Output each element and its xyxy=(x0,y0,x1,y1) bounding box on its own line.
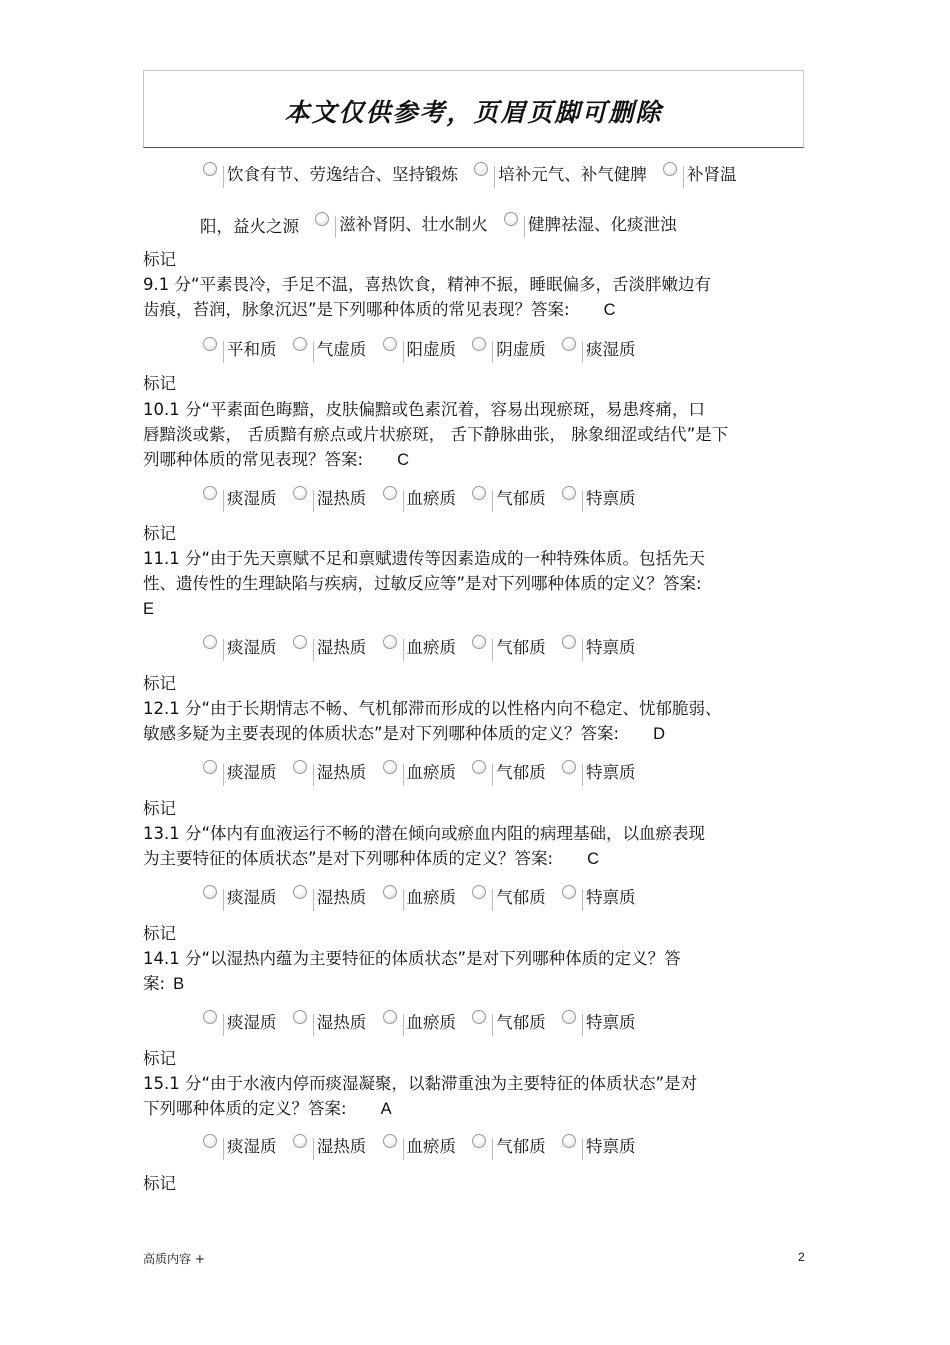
divider xyxy=(313,1014,314,1036)
divider xyxy=(403,1014,404,1036)
option-label: 气郁质 xyxy=(496,1137,546,1156)
option-label: 阳虚质 xyxy=(406,340,456,359)
question-text-line: 11.1 分“由于先天禀赋不足和禀赋遗传等因素造成的一种特殊体质。包括先天 xyxy=(143,549,706,568)
option-label: 血瘀质 xyxy=(406,763,456,782)
option-label: 气郁质 xyxy=(496,1013,546,1032)
question-text-line: 齿痕，苔润，脉象沉迟”是下列哪种体质的常见表现？答案: C xyxy=(143,300,616,319)
option[interactable] xyxy=(469,1010,554,1036)
mark-link[interactable]: 标记 xyxy=(143,524,176,543)
option-label: 特禀质 xyxy=(586,763,636,782)
divider xyxy=(403,490,404,512)
option[interactable] xyxy=(200,760,285,786)
page-header xyxy=(143,70,804,148)
option[interactable] xyxy=(380,1134,465,1160)
question-text-line: 下列哪种体质的定义？答案: A xyxy=(143,1099,392,1118)
divider xyxy=(313,1138,314,1160)
option[interactable] xyxy=(559,337,644,363)
option-label: 阳，益火之源 xyxy=(200,217,299,236)
option-label: 气郁质 xyxy=(496,888,546,907)
radio-button[interactable] xyxy=(472,760,486,774)
option[interactable] xyxy=(469,760,554,786)
option-label: 饮食有节、劳逸结合、坚持锻炼 xyxy=(227,165,458,184)
option[interactable] xyxy=(200,635,285,661)
radio-button[interactable] xyxy=(504,212,518,226)
divider xyxy=(492,889,493,911)
divider xyxy=(223,1014,224,1036)
page-number: 2 xyxy=(798,1250,805,1264)
radio-button[interactable] xyxy=(663,162,677,176)
divider xyxy=(492,490,493,512)
radio-button[interactable] xyxy=(383,635,397,649)
answer-value: E xyxy=(143,600,155,618)
footer-text: 高质内容 + xyxy=(143,1252,205,1266)
divider xyxy=(223,889,224,911)
divider xyxy=(223,166,224,188)
question-text-line: 15.1 分“由于水液内停而痰湿凝聚，以黏滞重浊为主要特征的体质状态”是对 xyxy=(143,1074,698,1093)
divider xyxy=(313,764,314,786)
answer-value: C xyxy=(397,451,409,469)
option[interactable] xyxy=(660,162,745,188)
option-label: 特禀质 xyxy=(586,638,636,657)
question-text-line: 14.1 分“以湿热内蕴为主要特征的体质状态”是对下列哪种体质的定义？答 xyxy=(143,949,681,968)
option[interactable] xyxy=(200,885,285,911)
option[interactable] xyxy=(469,486,554,512)
option[interactable] xyxy=(290,1010,375,1036)
radio-button[interactable] xyxy=(203,885,217,899)
question-text-line: 案: B xyxy=(143,974,185,993)
options-row xyxy=(200,1134,644,1160)
mark-link[interactable]: 标记 xyxy=(143,250,176,269)
radio-button[interactable] xyxy=(203,760,217,774)
option[interactable] xyxy=(559,1010,644,1036)
radio-button[interactable] xyxy=(562,337,576,351)
option[interactable] xyxy=(200,337,285,363)
divider xyxy=(492,1138,493,1160)
option-label: 气郁质 xyxy=(496,489,546,508)
option-label: 痰湿质 xyxy=(227,1013,277,1032)
option-label: 健脾祛湿、化痰泄浊 xyxy=(528,215,677,234)
divider xyxy=(492,764,493,786)
option-label: 湿热质 xyxy=(316,638,367,657)
option[interactable] xyxy=(200,1010,285,1036)
divider xyxy=(524,216,525,238)
option-label: 湿热质 xyxy=(316,489,367,508)
option[interactable] xyxy=(380,635,465,661)
divider xyxy=(403,639,404,661)
option-label: 滋补肾阴、壮水制火 xyxy=(339,215,488,234)
option-label: 阴虚质 xyxy=(496,340,546,359)
radio-button[interactable] xyxy=(472,1134,486,1148)
option-label: 湿热质 xyxy=(316,888,367,907)
divider xyxy=(313,490,314,512)
option-label: 血瘀质 xyxy=(406,489,456,508)
radio-button[interactable] xyxy=(203,1134,217,1148)
divider xyxy=(582,639,583,661)
question-text-line: 13.1 分“体内有血液运行不畅的潜在倾向或瘀血内阻的病理基础，以血瘀表现 xyxy=(143,824,706,843)
option-label: 湿热质 xyxy=(316,763,367,782)
option[interactable] xyxy=(380,885,465,911)
option[interactable] xyxy=(290,635,375,661)
divider xyxy=(582,889,583,911)
option[interactable] xyxy=(290,1134,375,1160)
options-row xyxy=(200,486,644,512)
option[interactable] xyxy=(380,1010,465,1036)
option-label: 血瘀质 xyxy=(406,1013,456,1032)
option-label: 痰湿质 xyxy=(227,1137,277,1156)
radio-button[interactable] xyxy=(472,635,486,649)
radio-button[interactable] xyxy=(293,337,307,351)
divider xyxy=(223,490,224,512)
radio-button[interactable] xyxy=(472,337,486,351)
divider xyxy=(223,1138,224,1160)
question-text-line: 为主要特征的体质状态”是对下列哪种体质的定义？答案: C xyxy=(143,849,600,868)
option[interactable] xyxy=(559,486,644,512)
radio-button[interactable] xyxy=(293,1134,307,1148)
question-text-line: 列哪种体质的常见表现？答案: C xyxy=(143,450,409,469)
option[interactable] xyxy=(290,337,375,363)
divider xyxy=(313,341,314,363)
radio-button[interactable] xyxy=(203,162,217,176)
option[interactable] xyxy=(380,337,465,363)
divider xyxy=(683,166,684,188)
divider xyxy=(492,639,493,661)
radio-button[interactable] xyxy=(562,1010,576,1024)
question-text-line: 10.1 分“平素面色晦黯，皮肤偏黯或色素沉着，容易出现瘀斑，易患疼痛，口 xyxy=(143,400,706,419)
option[interactable] xyxy=(469,885,554,911)
divider xyxy=(494,166,495,188)
header-banner-text: 本文仅供参考，页眉页脚可删除 xyxy=(284,98,663,127)
radio-button[interactable] xyxy=(472,885,486,899)
divider xyxy=(313,889,314,911)
divider xyxy=(403,341,404,363)
option[interactable] xyxy=(559,885,644,911)
option[interactable] xyxy=(200,486,285,512)
divider xyxy=(313,639,314,661)
divider xyxy=(403,889,404,911)
answer-value: D xyxy=(653,725,666,743)
mark-link[interactable]: 标记 xyxy=(143,799,176,818)
answer-value: B xyxy=(173,975,185,993)
option-label: 痰湿质 xyxy=(227,888,277,907)
option[interactable] xyxy=(312,212,496,238)
option-label: 血瘀质 xyxy=(406,638,456,657)
option-label: 特禀质 xyxy=(586,888,636,907)
option[interactable] xyxy=(471,162,655,188)
option[interactable] xyxy=(200,162,466,188)
radio-button[interactable] xyxy=(293,635,307,649)
divider xyxy=(582,1138,583,1160)
option[interactable] xyxy=(559,635,644,661)
radio-button[interactable] xyxy=(472,1010,486,1024)
radio-button[interactable] xyxy=(383,760,397,774)
option-label: 血瘀质 xyxy=(406,1137,456,1156)
option[interactable] xyxy=(501,212,685,238)
option-label: 痰湿质 xyxy=(227,638,277,657)
divider xyxy=(223,764,224,786)
radio-button[interactable] xyxy=(383,1010,397,1024)
answer-value: A xyxy=(380,1100,392,1118)
option[interactable] xyxy=(469,1134,554,1160)
option-label: 痰湿质 xyxy=(586,340,636,359)
option-label: 痰湿质 xyxy=(227,489,277,508)
option-label: 平和质 xyxy=(227,340,277,359)
radio-button[interactable] xyxy=(562,760,576,774)
divider xyxy=(403,764,404,786)
options-row xyxy=(200,337,644,363)
answer-value: C xyxy=(603,301,616,319)
radio-button[interactable] xyxy=(203,635,217,649)
radio-button[interactable] xyxy=(562,486,576,500)
mark-link[interactable]: 标记 xyxy=(143,1049,176,1068)
radio-button[interactable] xyxy=(383,486,397,500)
radio-button[interactable] xyxy=(474,162,488,176)
mark-link[interactable]: 标记 xyxy=(143,924,176,943)
option[interactable] xyxy=(380,486,465,512)
divider xyxy=(223,639,224,661)
radio-button[interactable] xyxy=(562,1134,576,1148)
option[interactable] xyxy=(469,337,554,363)
question-text-line: 唇黯淡或紫， 舌质黯有瘀点或片状瘀斑， 舌下静脉曲张， 脉象细涩或结代”是下 xyxy=(143,425,729,444)
radio-button[interactable] xyxy=(203,1010,217,1024)
option-label: 特禀质 xyxy=(586,489,636,508)
radio-button[interactable] xyxy=(472,486,486,500)
divider xyxy=(335,216,336,238)
option[interactable] xyxy=(200,1134,285,1160)
option[interactable] xyxy=(469,635,554,661)
option[interactable] xyxy=(290,486,375,512)
option-label: 血瘀质 xyxy=(406,888,456,907)
options-row xyxy=(200,885,644,911)
divider xyxy=(492,341,493,363)
divider xyxy=(582,490,583,512)
mark-link[interactable]: 标记 xyxy=(143,374,176,393)
options-row xyxy=(200,760,644,786)
question-text-line: 12.1 分“由于长期情志不畅、气机郁滞而形成的以性格内向不稳定、忧郁脆弱、 xyxy=(143,699,722,718)
radio-button[interactable] xyxy=(562,885,576,899)
option-label: 痰湿质 xyxy=(227,763,277,782)
options-row xyxy=(200,635,644,661)
answer-value: C xyxy=(587,850,600,868)
option[interactable] xyxy=(290,760,375,786)
question-text-line: 9.1 分“平素畏冷，手足不温，喜热饮食，精神不振，睡眠偏多，舌淡胖嫩边有 xyxy=(143,275,712,294)
divider xyxy=(582,1014,583,1036)
option[interactable] xyxy=(380,760,465,786)
divider xyxy=(223,341,224,363)
option-label: 气郁质 xyxy=(496,638,546,657)
option-label: 培补元气、补气健脾 xyxy=(498,165,647,184)
radio-button[interactable] xyxy=(293,760,307,774)
option-label: 补肾温 xyxy=(687,165,737,184)
option-label: 气虚质 xyxy=(316,340,367,359)
option[interactable] xyxy=(290,885,375,911)
question-text-line: 性、遗传性的生理缺陷与疾病，过敏反应等”是对下列哪种体质的定义？答案: xyxy=(143,574,702,593)
radio-button[interactable] xyxy=(293,885,307,899)
radio-button[interactable] xyxy=(315,212,329,226)
radio-button[interactable] xyxy=(293,1010,307,1024)
option-label: 特禀质 xyxy=(586,1137,636,1156)
options-row xyxy=(200,1010,644,1036)
radio-button[interactable] xyxy=(203,486,217,500)
divider xyxy=(582,341,583,363)
radio-button[interactable] xyxy=(383,1134,397,1148)
option[interactable] xyxy=(559,760,644,786)
radio-button[interactable] xyxy=(203,337,217,351)
radio-button[interactable] xyxy=(293,486,307,500)
option-label: 湿热质 xyxy=(316,1013,367,1032)
divider xyxy=(492,1014,493,1036)
option[interactable] xyxy=(559,1134,644,1160)
option-label: 气郁质 xyxy=(496,763,546,782)
radio-button[interactable] xyxy=(562,635,576,649)
question-text-line: 敏感多疑为主要表现的体质状态”是对下列哪种体质的定义？答案: D xyxy=(143,724,666,743)
divider xyxy=(403,1138,404,1160)
radio-button[interactable] xyxy=(383,337,397,351)
mark-link[interactable]: 标记 xyxy=(143,1174,176,1193)
mark-link[interactable]: 标记 xyxy=(143,674,176,693)
radio-button[interactable] xyxy=(383,885,397,899)
divider xyxy=(582,764,583,786)
option-label: 特禀质 xyxy=(586,1013,636,1032)
prev-options-row-2 xyxy=(200,212,685,238)
option-label: 湿热质 xyxy=(316,1137,367,1156)
prev-options-row-1 xyxy=(200,162,745,188)
